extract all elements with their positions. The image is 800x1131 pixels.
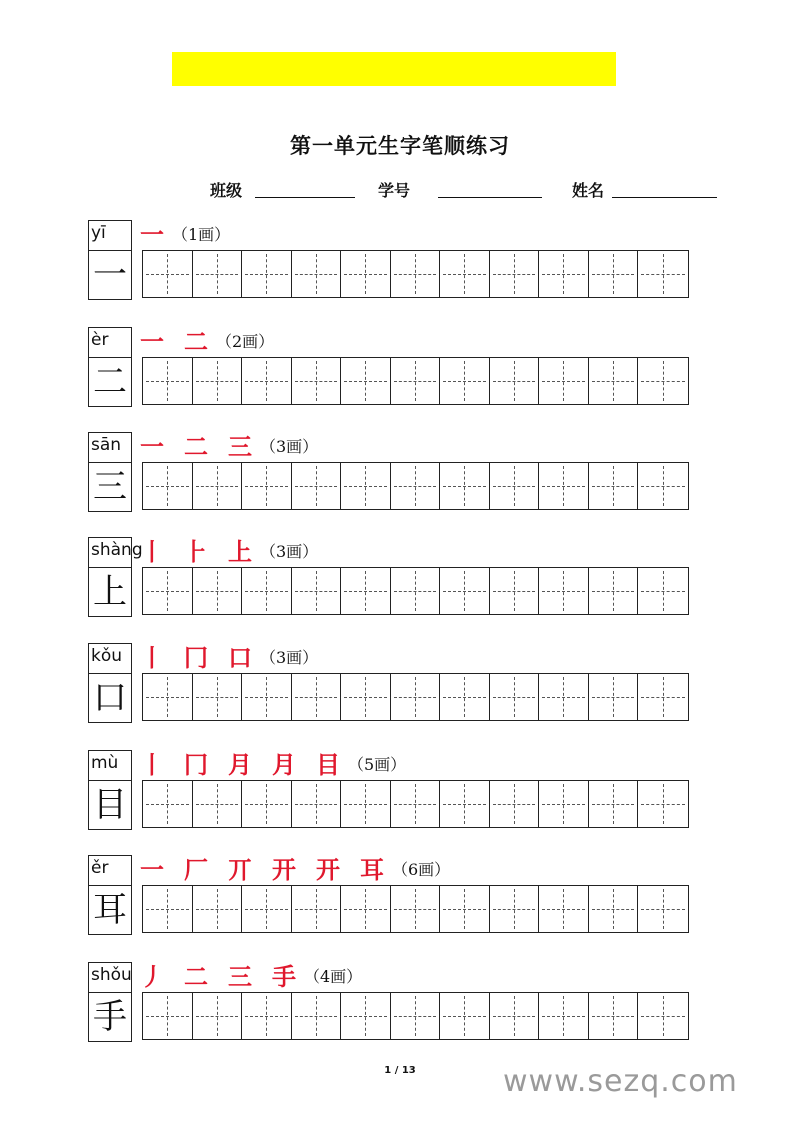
stroke-step: 二 [184, 328, 208, 356]
practice-row [88, 962, 698, 1052]
writing-cell[interactable] [539, 251, 589, 297]
writing-cell[interactable] [490, 674, 540, 720]
writing-cell[interactable] [539, 674, 589, 720]
writing-cell[interactable] [242, 674, 292, 720]
writing-cell[interactable] [440, 886, 490, 932]
writing-cell[interactable] [292, 358, 342, 404]
stroke-count: （1画） [172, 225, 231, 244]
writing-cell[interactable] [193, 993, 243, 1039]
writing-cell[interactable] [292, 251, 342, 297]
practice-row [88, 327, 698, 417]
writing-cell[interactable] [391, 674, 441, 720]
writing-cell[interactable] [193, 568, 243, 614]
writing-cell[interactable] [490, 781, 540, 827]
pinyin-box [88, 855, 132, 885]
writing-grid [142, 885, 689, 933]
stroke-count: （3画） [260, 648, 319, 667]
writing-cell[interactable] [242, 358, 292, 404]
writing-cell[interactable] [539, 781, 589, 827]
writing-cell[interactable] [440, 568, 490, 614]
pinyin-text: ěr [91, 858, 109, 878]
writing-cell[interactable] [490, 251, 540, 297]
stroke-step: ⺊ [184, 538, 208, 566]
stroke-step: 耳 [360, 856, 384, 884]
stroke-order [140, 220, 230, 250]
stroke-step: 冂 [184, 751, 208, 779]
pinyin-box [88, 327, 132, 357]
writing-cell[interactable] [242, 568, 292, 614]
writing-cell[interactable] [193, 463, 243, 509]
writing-grid [142, 780, 689, 828]
page-number: 1 / 13 [384, 1065, 416, 1076]
writing-grid [142, 567, 689, 615]
watermark: www.sezq.com [503, 1064, 738, 1099]
stroke-step: 丨 [140, 751, 164, 779]
pinyin-text: èr [91, 330, 109, 350]
character-box: 二 [88, 357, 132, 407]
writing-grid [142, 357, 689, 405]
writing-cell[interactable] [638, 993, 688, 1039]
practice-row [88, 855, 698, 945]
writing-cell[interactable] [440, 251, 490, 297]
writing-cell[interactable] [193, 251, 243, 297]
writing-cell[interactable] [391, 781, 441, 827]
writing-cell[interactable] [638, 781, 688, 827]
writing-cell[interactable] [341, 886, 391, 932]
stroke-step: 丿 [140, 963, 164, 991]
stroke-step: 三 [228, 963, 252, 991]
pinyin-box [88, 643, 132, 673]
writing-cell[interactable] [391, 358, 441, 404]
writing-cell[interactable] [638, 568, 688, 614]
writing-cell[interactable] [539, 463, 589, 509]
pinyin-text: shàng [91, 540, 143, 560]
writing-cell[interactable] [143, 993, 193, 1039]
pinyin-text: yī [91, 223, 106, 243]
stroke-step: 丌 [228, 856, 252, 884]
writing-cell[interactable] [440, 993, 490, 1039]
character-box: 三 [88, 462, 132, 512]
writing-grid [142, 250, 689, 298]
writing-cell[interactable] [440, 463, 490, 509]
stroke-order [140, 537, 318, 567]
writing-cell[interactable] [143, 781, 193, 827]
writing-grid [142, 992, 689, 1040]
pinyin-text: mù [91, 753, 119, 773]
writing-cell[interactable] [242, 781, 292, 827]
stroke-count: （5画） [348, 755, 407, 774]
writing-cell[interactable] [292, 886, 342, 932]
practice-row [88, 750, 698, 840]
pinyin-box [88, 750, 132, 780]
writing-cell[interactable] [539, 886, 589, 932]
name-blank[interactable] [612, 197, 717, 198]
pinyin-box [88, 432, 132, 462]
writing-cell[interactable] [440, 781, 490, 827]
writing-cell[interactable] [143, 358, 193, 404]
stroke-order [140, 643, 318, 673]
writing-cell[interactable] [143, 463, 193, 509]
writing-cell[interactable] [341, 358, 391, 404]
stroke-step: 二 [184, 963, 208, 991]
stroke-count: （3画） [260, 437, 319, 456]
writing-cell[interactable] [391, 993, 441, 1039]
writing-cell[interactable] [341, 781, 391, 827]
writing-cell[interactable] [242, 886, 292, 932]
writing-cell[interactable] [143, 251, 193, 297]
writing-cell[interactable] [242, 463, 292, 509]
writing-cell[interactable] [391, 463, 441, 509]
writing-cell[interactable] [589, 568, 639, 614]
page-title: 第一单元生字笔顺练习 [290, 134, 510, 158]
pinyin-text: sān [91, 435, 122, 455]
practice-row [88, 537, 698, 627]
writing-cell[interactable] [341, 463, 391, 509]
writing-cell[interactable] [391, 568, 441, 614]
writing-cell[interactable] [638, 358, 688, 404]
writing-cell[interactable] [638, 886, 688, 932]
writing-cell[interactable] [193, 674, 243, 720]
writing-cell[interactable] [143, 886, 193, 932]
writing-cell[interactable] [193, 886, 243, 932]
character-box: 耳 [88, 885, 132, 935]
writing-cell[interactable] [490, 993, 540, 1039]
stroke-step: 一 [140, 221, 164, 249]
writing-cell[interactable] [143, 568, 193, 614]
character-box: 一 [88, 250, 132, 300]
writing-cell[interactable] [143, 674, 193, 720]
writing-cell[interactable] [440, 358, 490, 404]
stroke-step: 三 [228, 433, 252, 461]
stroke-count: （6画） [392, 860, 451, 879]
writing-cell[interactable] [193, 781, 243, 827]
practice-row [88, 432, 698, 522]
writing-cell[interactable] [292, 674, 342, 720]
writing-cell[interactable] [539, 568, 589, 614]
writing-cell[interactable] [242, 251, 292, 297]
stroke-step: 目 [316, 751, 340, 779]
writing-cell[interactable] [589, 463, 639, 509]
stroke-step: 丨 [140, 644, 164, 672]
stroke-step: 丨 [140, 538, 164, 566]
practice-row [88, 220, 698, 310]
writing-cell[interactable] [490, 463, 540, 509]
character-box: 上 [88, 567, 132, 617]
practice-row [88, 643, 698, 733]
writing-cell[interactable] [490, 886, 540, 932]
stroke-order [140, 855, 450, 885]
pinyin-text: kǒu [91, 646, 123, 666]
stroke-step: 冂 [184, 644, 208, 672]
stroke-step: 一 [140, 328, 164, 356]
stroke-step: 开 [316, 856, 340, 884]
writing-cell[interactable] [341, 568, 391, 614]
stroke-step: 上 [228, 538, 252, 566]
stroke-step: 厂 [184, 856, 208, 884]
stroke-step: 二 [184, 433, 208, 461]
writing-grid [142, 462, 689, 510]
writing-cell[interactable] [490, 568, 540, 614]
student-id-label: 学号 [378, 181, 411, 200]
writing-cell[interactable] [341, 251, 391, 297]
writing-cell[interactable] [589, 674, 639, 720]
pinyin-text: shǒu [91, 965, 132, 985]
stroke-step: 口 [228, 644, 252, 672]
writing-cell[interactable] [242, 993, 292, 1039]
class-label: 班级 [210, 181, 243, 200]
writing-cell[interactable] [638, 674, 688, 720]
stroke-step: 月 [272, 751, 296, 779]
writing-cell[interactable] [292, 568, 342, 614]
yellow-banner [172, 52, 616, 86]
writing-cell[interactable] [589, 781, 639, 827]
writing-cell[interactable] [589, 358, 639, 404]
writing-cell[interactable] [539, 993, 589, 1039]
student-info [210, 178, 730, 202]
stroke-step: 一 [140, 856, 164, 884]
writing-cell[interactable] [391, 251, 441, 297]
writing-cell[interactable] [490, 358, 540, 404]
class-blank[interactable] [255, 197, 355, 198]
writing-cell[interactable] [440, 674, 490, 720]
stroke-step: 开 [272, 856, 296, 884]
stroke-order [140, 750, 406, 780]
writing-cell[interactable] [589, 886, 639, 932]
stroke-order [140, 432, 318, 462]
writing-cell[interactable] [292, 993, 342, 1039]
student-id-blank[interactable] [438, 197, 542, 198]
name-label: 姓名 [572, 181, 605, 200]
stroke-order [140, 327, 274, 357]
writing-cell[interactable] [589, 993, 639, 1039]
writing-cell[interactable] [341, 674, 391, 720]
character-box: 目 [88, 780, 132, 830]
writing-cell[interactable] [638, 251, 688, 297]
stroke-count: （4画） [304, 967, 363, 986]
pinyin-box [88, 962, 132, 992]
writing-cell[interactable] [638, 463, 688, 509]
pinyin-box [88, 220, 132, 250]
writing-cell[interactable] [589, 251, 639, 297]
writing-cell[interactable] [193, 358, 243, 404]
writing-cell[interactable] [539, 358, 589, 404]
writing-grid [142, 673, 689, 721]
writing-cell[interactable] [391, 886, 441, 932]
stroke-step: 一 [140, 433, 164, 461]
stroke-order [140, 962, 362, 992]
stroke-step: 手 [272, 963, 296, 991]
character-box: 手 [88, 992, 132, 1042]
writing-cell[interactable] [341, 993, 391, 1039]
stroke-count: （3画） [260, 542, 319, 561]
writing-cell[interactable] [292, 781, 342, 827]
stroke-count: （2画） [216, 332, 275, 351]
stroke-step: 月 [228, 751, 252, 779]
character-box: 口 [88, 673, 132, 723]
writing-cell[interactable] [292, 463, 342, 509]
pinyin-box [88, 537, 143, 567]
